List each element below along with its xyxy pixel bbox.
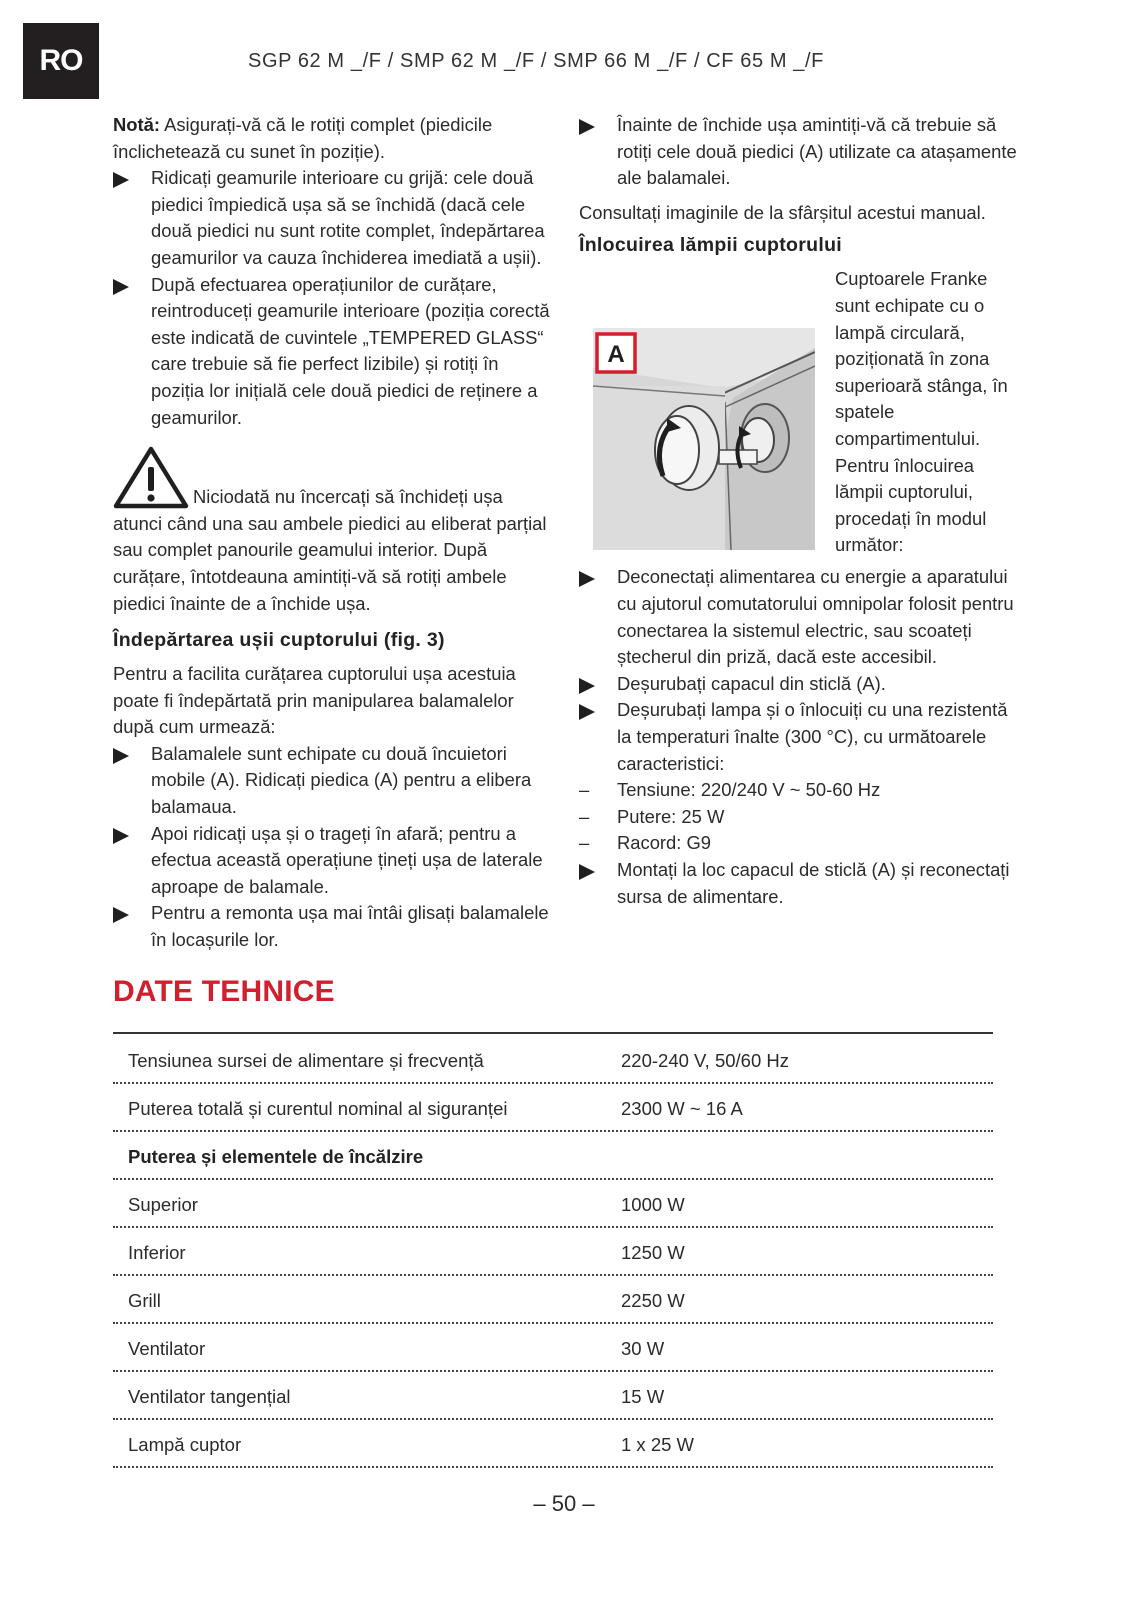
- table-row: Superior 1000 W: [113, 1180, 993, 1228]
- bullet-arrow-icon: [113, 828, 129, 844]
- table-row: Lampă cuptor 1 x 25 W: [113, 1420, 993, 1468]
- bullet-arrow-icon: [113, 907, 129, 923]
- note-label: Notă:: [113, 114, 160, 135]
- spec-dash-item: – Racord: G9: [579, 832, 712, 854]
- left-column: [113, 112, 553, 954]
- table-row: Puterea totală și curentul nominal al siguranței 2300 W ~ 16 A: [113, 1084, 993, 1132]
- list-item: Pentru a remonta ușa mai întâi glisați balamalele în locașurile lor.: [113, 900, 553, 953]
- list-item: După efectuarea operațiunilor de curățare, reintroduceți geamurile interioare (poziția corectă este indicată de cuvintele „TEMPERED GLASS“ care trebuie să fie perfect lizibile) și rotiți în poziția lor inițială cele două piedici de reținere a geamurilor.: [113, 272, 553, 432]
- lamp-intro: Cuptoarele Franke sunt echipate cu o lampă circulară, poziționată în zona superioară stânga, în spatele compartimentului. Pentru înlocuirea lămpii cuptorului, procedați în modul următor:: [835, 268, 1008, 556]
- oven-lamp-illustration: [593, 328, 815, 550]
- bullet-arrow-icon: [579, 571, 595, 587]
- note-paragraph: [113, 112, 553, 165]
- door-removal-heading: Îndepărtarea ușii cuptorului (fig. 3): [113, 629, 445, 652]
- warning-block: [113, 445, 553, 617]
- lamp-section: [579, 266, 1019, 576]
- list-item: Apoi ridicați ușa și o trageți în afară; pentru a efectua această operațiune țineți ușa de laterale aproape de balamale.: [113, 821, 553, 901]
- language-badge: RO: [23, 23, 99, 99]
- table-row: Inferior 1250 W: [113, 1228, 993, 1276]
- warning-text-rest: atunci când una sau ambele piedici au eliberat parțial sau complet panourile geamului interior. După curățare, întotdeauna amintiți-vă să rotiți ambele piedici înainte de a închide ușa.: [113, 512, 547, 614]
- table-row: Grill 2250 W: [113, 1276, 993, 1324]
- table-row: Ventilator tangențial 15 W: [113, 1372, 993, 1420]
- warning-icon: [113, 445, 189, 509]
- bullet-arrow-icon: [579, 678, 595, 694]
- list-item: Montați la loc capacul de sticlă (A) și reconectați sursa de alimentare.: [579, 857, 1019, 910]
- tech-spec-table: [113, 1036, 993, 1468]
- warning-text-first: Niciodată nu încercați să închideți ușa: [193, 486, 503, 508]
- door-intro: Pentru a facilita curățarea cuptorului ușa acestuia poate fi îndepărtată prin manipularea balamalelor după cum urmează:: [113, 663, 516, 738]
- bullet-arrow-icon: [113, 279, 129, 295]
- consult-paragraph: Consultați imaginile de la sfârșitul acestui manual.: [579, 201, 986, 223]
- title-divider: [113, 1032, 993, 1034]
- right-column: [579, 112, 1019, 910]
- spec-dash-item: – Tensiune: 220/240 V ~ 50-60 Hz: [579, 779, 881, 801]
- bullet-arrow-icon: [113, 172, 129, 188]
- table-row: Ventilator 30 W: [113, 1324, 993, 1372]
- list-item: Ridicați geamurile interioare cu grijă: cele două piedici împiedică ușa să se închidă (dacă cele două piedici nu sunt rotite complet, îndepărtarea geamurilor va cauza închiderea imediată a ușii).: [113, 165, 553, 271]
- bullet-arrow-icon: [579, 864, 595, 880]
- table-subheading-row: Puterea și elementele de încălzire: [113, 1132, 993, 1180]
- spec-dash-item: – Putere: 25 W: [579, 805, 725, 827]
- lamp-heading: Înlocuirea lămpii cuptorului: [579, 234, 843, 257]
- figure-label: A: [607, 341, 625, 369]
- list-item: Balamalele sunt echipate cu două încuietori mobile (A). Ridicați piedica (A) pentru a elibera balamaua.: [113, 741, 553, 821]
- model-list: SGP 62 M _/F / SMP 62 M _/F / SMP 66 M _/F / CF 65 M _/F: [248, 50, 824, 72]
- list-item: Deșurubați capacul din sticlă (A).: [579, 671, 1019, 698]
- table-row: Tensiunea sursei de alimentare și frecvență 220-240 V, 50/60 Hz: [113, 1036, 993, 1084]
- list-item: Deșurubați lampa și o înlocuiți cu una rezistentă la temperaturi înalte (300 °C), cu următoarele caracteristici:: [579, 697, 1019, 777]
- list-item: Deconectați alimentarea cu energie a aparatului cu ajutorul comutatorului omnipolar folosit pentru conectarea la sistemul electric, sau scoateți ștecherul din priză, dacă este accesibil.: [579, 564, 1019, 670]
- bullet-arrow-icon: [579, 119, 595, 135]
- bullet-arrow-icon: [579, 704, 595, 720]
- page-number: – 50 –: [533, 1491, 595, 1516]
- tech-data-title: DATE TEHNICE: [113, 975, 335, 1008]
- list-item: Înainte de închide ușa amintiți-vă că trebuie să rotiți cele două piedici (A) utilizate ca atașamente ale balamalei.: [579, 112, 1019, 192]
- bullet-arrow-icon: [113, 748, 129, 764]
- note-text: Asigurați-vă că le rotiți complet (piedicile înclichetează cu sunet în poziție).: [113, 114, 493, 162]
